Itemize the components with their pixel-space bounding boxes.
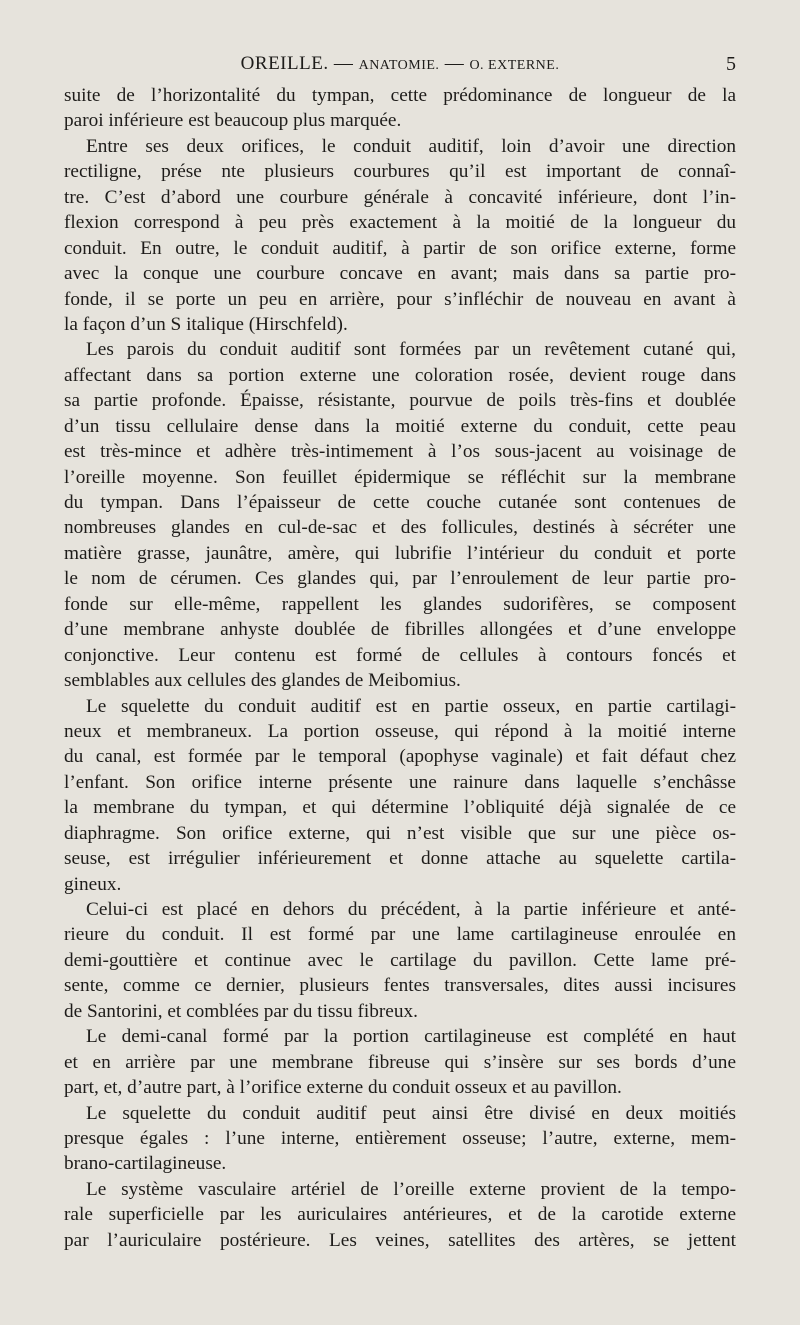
text-line: nombreuses glandes en cul-de-sac et des follicules, destinés à sécréter une — [64, 517, 736, 539]
text-line: fonde, il se porte un peu en arrière, pour s’infléchir de nouveau en avant à — [64, 288, 736, 310]
text-line: Le squelette du conduit auditif est en partie osseux, en partie cartilagi- — [86, 695, 736, 717]
header-separator: — — [328, 53, 359, 74]
text-line: la membrane du tympan, et qui détermine l’obliquité déjà signalée de ce — [64, 797, 736, 819]
text-line: Entre ses deux orifices, le conduit auditif, loin d’avoir une direction — [86, 135, 736, 157]
text-line: matière grasse, jaunâtre, amère, qui lubrifie l’intérieur du conduit et porte — [64, 542, 736, 564]
text-line: seuse, est irrégulier inférieurement et donne attache au squelette cartila- — [64, 848, 736, 870]
text-line: neux et membraneux. La portion osseuse, qui répond à la moitié interne — [64, 720, 736, 742]
body-text — [64, 83, 736, 1253]
text-line: paroi inférieure est beaucoup plus marquée. — [64, 110, 402, 132]
text-line: d’une membrane anhyste doublée de fibrilles allongées et d’une enveloppe — [64, 619, 736, 641]
running-header — [64, 53, 736, 79]
text-line: avec la conque une courbure concave en avant; mais dans sa partie pro- — [64, 263, 736, 285]
header-separator: — — [439, 53, 470, 74]
page-number: 5 — [726, 53, 736, 75]
header-part-externe: O. EXTERNE. — [469, 58, 560, 73]
text-line: est très-mince et adhère très-intimement à l’os sous-jacent au voisinage de — [64, 441, 736, 463]
header-part-oreille: OREILLE. — [240, 53, 329, 74]
text-line: rectiligne, prése nte plusieurs courbures qu’il est important de connaî- — [64, 161, 736, 183]
text-line: rieure du conduit. Il est formé par une lame cartilagineuse enroulée en — [64, 924, 736, 946]
text-line: gineux. — [64, 873, 122, 895]
text-line: par l’auriculaire postérieure. Les veines, satellites des artères, se jettent — [64, 1229, 736, 1251]
text-line: d’un tissu cellulaire dense dans la moitié externe du conduit, cette peau — [64, 415, 736, 437]
text-line: rale superficielle par les auriculaires antérieures, et de la carotide externe — [64, 1204, 736, 1226]
text-line: presque égales : l’une interne, entièrement osseuse; l’autre, externe, mem- — [64, 1127, 736, 1149]
text-line: Le squelette du conduit auditif peut ainsi être divisé en deux moitiés — [86, 1102, 736, 1124]
text-line: Les parois du conduit auditif sont formées par un revêtement cutané qui, — [86, 339, 736, 361]
text-line: fonde sur elle-même, rappellent les glandes sudorifères, se composent — [64, 593, 736, 615]
text-line: Le système vasculaire artériel de l’oreille externe provient de la tempo- — [86, 1178, 736, 1200]
text-line: conduit. En outre, le conduit auditif, à partir de son orifice externe, forme — [64, 237, 736, 259]
text-line: la façon d’un S italique (Hirschfeld). — [64, 313, 348, 335]
text-line: demi-gouttière et continue avec le cartilage du pavillon. Cette lame pré- — [64, 949, 736, 971]
text-line: le nom de cérumen. Ces glandes qui, par l’enroulement de leur partie pro- — [64, 568, 736, 590]
header-part-anatomie: ANATOMIE. — [358, 58, 440, 73]
text-line: sente, comme ce dernier, plusieurs fentes transversales, dites aussi incisures — [64, 975, 736, 997]
text-line: l’oreille moyenne. Son feuillet épidermique se réfléchit sur la membrane — [64, 466, 736, 488]
text-line: sa partie profonde. Épaisse, résistante, pourvue de poils très-fins et doublée — [64, 390, 736, 412]
text-line: suite de l’horizontalité du tympan, cette prédominance de longueur de la — [64, 85, 736, 106]
text-line: l’enfant. Son orifice interne présente une rainure dans laquelle s’enchâsse — [64, 771, 736, 793]
text-line: tre. C’est d’abord une courbure générale à concavité inférieure, dont l’in- — [64, 186, 736, 208]
text-line: et en arrière par une membrane fibreuse qui s’insère sur ses bords d’une — [64, 1051, 736, 1073]
text-line: Le demi-canal formé par la portion cartilagineuse est complété en haut — [86, 1026, 736, 1048]
text-line: du tympan. Dans l’épaisseur de cette couche cutanée sont contenues de — [64, 492, 736, 513]
text-line: de Santorini, et comblées par du tissu fibreux. — [64, 1000, 418, 1022]
text-line: Celui-ci est placé en dehors du précédent, à la partie inférieure et anté- — [86, 899, 736, 920]
text-line: diaphragme. Son orifice externe, qui n’est visible que sur une pièce os- — [64, 822, 736, 844]
text-line: affectant dans sa portion externe une coloration rosée, devient rouge dans — [64, 364, 736, 386]
text-line: part, et, d’autre part, à l’orifice externe du conduit osseux et au pavillon. — [64, 1077, 622, 1099]
text-line: brano-cartilagineuse. — [64, 1153, 227, 1175]
text-line: du canal, est formée par le temporal (apophyse vaginale) et fait défaut chez — [64, 746, 736, 768]
running-title — [64, 53, 736, 75]
text-line: conjonctive. Leur contenu est formé de cellules à contours foncés et — [64, 644, 736, 666]
text-line: flexion correspond à peu près exactement à la moitié de la longueur du — [64, 212, 736, 234]
text-line: semblables aux cellules des glandes de Meibomius. — [64, 670, 461, 692]
